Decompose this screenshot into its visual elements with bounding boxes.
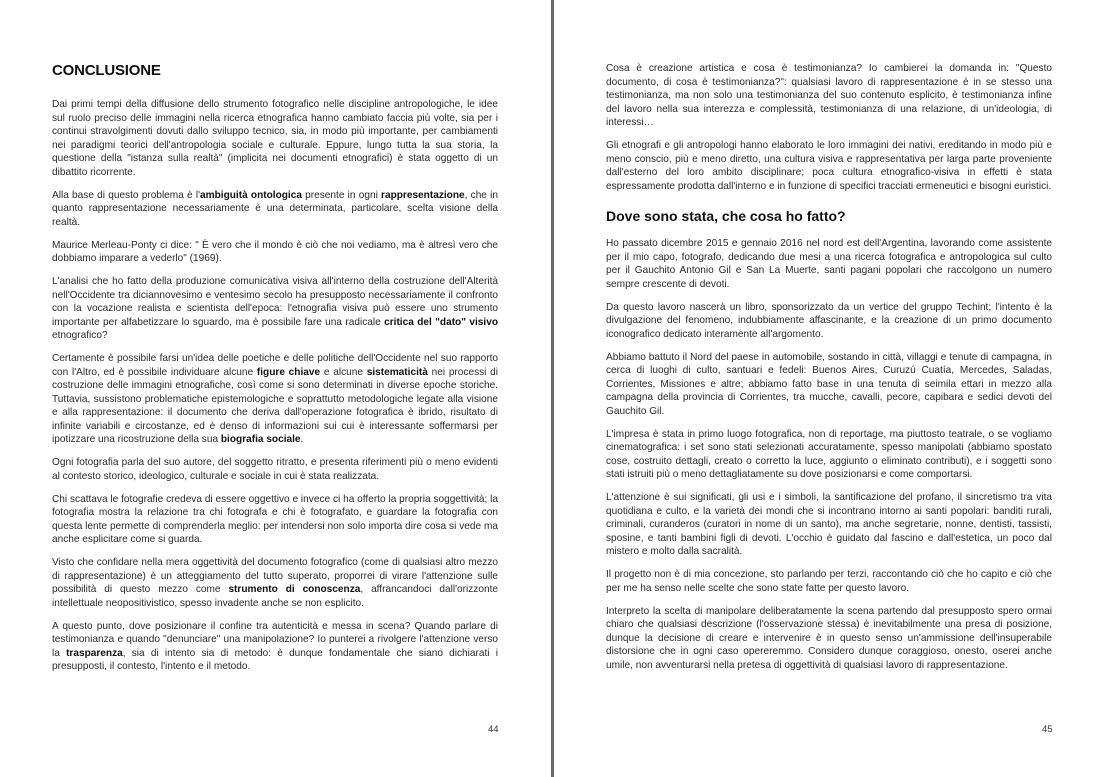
- text-run: , sia di intento sia di metodo: è dunque fondamentale che siano dichiarati i presupposti, il contesto, l'intento e il metodo.: [52, 647, 498, 672]
- paragraph: [606, 605, 1052, 673]
- section-heading-dove-sono-stata: Dove sono stata, che cosa ho fatto?: [606, 208, 846, 224]
- paragraph: [606, 351, 1052, 419]
- paragraph: [606, 62, 1052, 130]
- text-run: L'attenzione è sui significati, gli usi e i simboli, la santificazione del profano, il sincretismo tra vita quotidiana e culto, e la varietà dei mondi che si incontrano intorno ai santi popolari: banditi rurali, criminali, curanderos (curatori in nome di un santo), ma anche segretarie, nonne, dentisti, tassisti, sposine, e tanti bambini figli di devoti. L'occhio è guidato dal fascino e dall'estetica, un poco dal mistero e molto dalla sacralità.: [606, 492, 1052, 557]
- bold-phrase: ambiguità ontologica: [200, 189, 302, 201]
- text-run: Cosa è creazione artistica e cosa è testimonianza? Io cambierei la domanda in: "Questo documento, di cosa è testimonianza?": qualsiasi lavoro di rappresentazione è in se stesso una testimonianza, ma non solo una testimonianza del suo contenuto esplicito, è testimonianza infine del lavoro nella sua interezza e complessità, testimonianza di una relazione, di un'ideologia, di interessi…: [606, 63, 1052, 128]
- paragraph: [52, 493, 498, 547]
- right-page-body: [606, 62, 1052, 682]
- text-run: L'analisi che ho fatto della produzione comunicativa visiva all'interno della costruzione dell'Alterità nell'Occidente tra diciannovesimo e ventesimo secolo ha presupposto necessariamente il confronto con la vocazione realista e scientista dell'epoca: l'etnografia visiva può essere uno strumento importante per alfabetizzare lo sguardo, ma è possibile fare una radicale: [52, 276, 498, 328]
- left-page-body: [52, 62, 498, 683]
- left-page: [0, 0, 551, 777]
- section-heading-conclusione: CONCLUSIONE: [52, 62, 161, 79]
- text-run: , che in quanto rappresentazione necessariamente è una determinata, particolare, scelta visione della realtà.: [52, 189, 498, 228]
- paragraph: [606, 237, 1052, 291]
- page-number: 45: [1042, 724, 1053, 735]
- paragraph: [52, 98, 498, 179]
- page-number: 44: [488, 724, 499, 735]
- text-run: A questo punto, dove posizionare il confine tra autenticità e messa in scena? Quando parlare di testimonianza e quando "denunciare" una manipolazione? Io punterei a rivolgere l'attenzione verso la: [52, 620, 498, 659]
- paragraph: [52, 275, 498, 343]
- text-run: Abbiamo battuto il Nord del paese in automobile, sostando in città, villaggi e tenute di campagna, in cerca di luoghi di culto, santuari e fedeli: Buenos Aires, Curuzú Cuatía, Mercedes, Saladas, Corrientes, Missiones e altre; abbiamo fatto base in una tenuta di seimila ettari in mezzo alla campagna della provincia di Corrientes, tra mucche, cavalli, pecore, capibara e sedici devoti del Gauchito Gil.: [606, 351, 1052, 417]
- text-run: L'impresa è stata in primo luogo fotografica, non di reportage, ma piuttosto teatrale, o se vogliamo cinematografica: i set sono stati selezionati accuratamente, spesso manipolati (abbiamo spostato cose, costruito dettagli, creato o corretto la luce, aggiunto o eliminato contributi), e i soggetti sono stati istruiti più o meno dettagliatamente su dove posizionarsi e come comportarsi.: [606, 428, 1052, 480]
- text-run: , affrancandoci dall'orizzonte intellettuale neopositivistico, spesso invadente anche se non esplicito.: [52, 584, 498, 609]
- left-paragraphs: [52, 98, 498, 674]
- paragraph: [606, 139, 1052, 193]
- bold-phrase: strumento di conoscenza: [228, 584, 361, 595]
- text-run: Il progetto non è di mia concezione, sto parlando per terzi, raccontando ciò che ho capito e ciò che per me ha senso nelle scelte che sono state fatte per questo lavoro.: [606, 569, 1052, 594]
- text-run: Maurice Merleau-Ponty ci dice: " È vero che il mondo è ciò che noi vediamo, ma è altresì vero che dobbiamo imparare a vederlo" (1969).: [52, 239, 498, 264]
- text-run: Interpreto la scelta di manipolare deliberatamente la scena partendo dal presupposto spero ormai chiaro che qualsiasi descrizione (l'osservazione stessa) è inevitabilmente una presa di posizione, dunque la decisione di creare e intervenire è in questo senso un'ammissione dell'insuperabile distorsione che in ogni caso opereremmo. Considero dunque coraggioso, onesto, oserei anche umile, non avventurarsi nella pretesa di oggettività di qualsiasi lavoro di rappresentazione.: [606, 605, 1052, 671]
- bold-phrase: figure chiave: [256, 366, 321, 378]
- paragraph: [606, 301, 1052, 342]
- bold-phrase: sistematicità: [366, 366, 428, 378]
- text-run: Dai primi tempi della diffusione dello strumento fotografico nelle discipline antropologiche, le idee sul ruolo preciso delle immagini nella ricerca etnografica hanno cambiato faccia più volte, sia per i continui stravolgimenti dovuti dallo sviluppo tecnico, sia, in modo più importante, per cambiamenti nei paradigmi teorici dell'antropologia sociale e culturale. Eppure, lungo tutta la sua storia, la questione della "istanza sulla realtà" (implicita nei documenti etnografici) è stata oggetto di un dibattito ricorrente.: [52, 99, 498, 178]
- right-paragraphs-before: [606, 62, 1052, 193]
- right-page: [554, 0, 1103, 777]
- text-run: Visto che confidare nella mera oggettività del documento fotografico (come di qualsiasi altro mezzo di rappresentazione) è un atteggiamento del tutto superato, proporrei di virare l'attenzione sulle possibilità di questo mezzo come: [52, 557, 498, 595]
- paragraph: [606, 568, 1052, 595]
- text-run: Ogni fotografia parla del suo autore, del soggetto ritratto, e presenta riferimenti più o meno evidenti al contesto storico, ideologico, culturale e sociale in cui è stata realizzata.: [52, 457, 498, 482]
- text-run: presente in ogni: [301, 189, 382, 201]
- bold-phrase: critica del "dato" visivo: [384, 316, 498, 328]
- paragraph: [52, 620, 498, 674]
- text-run: Gli etnografi e gli antropologi hanno elaborato le loro immagini dei nativi, ereditando in modo più e meno conscio, più e meno diretto, una cultura visiva e rappresentativa per larga parte proveniente dall'esterno del loro ambito disciplinare; poca cultura etnografico-visiva in effetti è stata espressamente prodotta dall'interno e in funzione di specifici tracciati ermeneutici e bisogni euristici.: [606, 140, 1052, 192]
- bold-phrase: biografia sociale: [220, 434, 301, 445]
- text-run: e alcune: [320, 366, 367, 378]
- text-run: Certamente è possibile farsi un'idea delle poetiche e delle politiche dell'Occidente nel suo rapporto con l'Altro, ed è possibile individuare alcune: [52, 353, 498, 378]
- text-run: Da questo lavoro nascerà un libro, sponsorizzato da un vertice del gruppo Techint; l'intento è la divulgazione del fenomeno, indubbiamente affascinante, e la creazione di un primo documento iconografico dedicato interamente all'argomento.: [606, 301, 1052, 340]
- paragraph: [606, 428, 1052, 482]
- text-run: Ho passato dicembre 2015 e gennaio 2016 nel nord est dell'Argentina, lavorando come assistente per il mio capo, fotografo, dedicando due mesi a una ricerca fotografica e antropologica sul culto per il Gauchito Antonio Gil e San La Muerte, santi pagani popolari che raccolgono un numero sempre crescente di devoti.: [606, 238, 1052, 290]
- paragraph: [52, 352, 498, 447]
- paragraph: [52, 456, 498, 483]
- paragraph: [52, 189, 498, 230]
- text-run: .: [300, 434, 304, 445]
- right-paragraphs-after: [606, 237, 1052, 672]
- paragraph: [52, 556, 498, 610]
- paragraph: [606, 491, 1052, 559]
- text-run: etnografico?: [52, 330, 108, 341]
- bold-phrase: rappresentazione: [381, 189, 465, 201]
- text-run: Chi scattava le fotografie credeva di essere oggettivo e invece ci ha offerto la propria soggettività; la fotografia mostra la relazione tra chi fotografa e chi è fotografato, e guardare la fotografia con questa lente permette di comprenderla meglio: per intendersi non solo importa dire cosa si vede ma anche esplicitare come si guarda.: [52, 493, 498, 545]
- text-run: nei processi di costruzione delle immagini etnografiche, così come si sono determinati in diverse epoche storiche. Tuttavia, sussistono problematiche epistemologiche e soprattutto metodologiche legate alla visione e alla rappresentazione: il documento che deriva dall'operazione fotografica è ibrido, risultato di infinite variabili e circostanze, ed è denso di informazioni sui cui è interessante soffermarsi per ipotizzare una ricostruzione della sua: [52, 366, 498, 445]
- bold-phrase: trasparenza: [66, 647, 123, 659]
- paragraph: [52, 239, 498, 266]
- text-run: Alla base di questo problema è l': [52, 189, 201, 201]
